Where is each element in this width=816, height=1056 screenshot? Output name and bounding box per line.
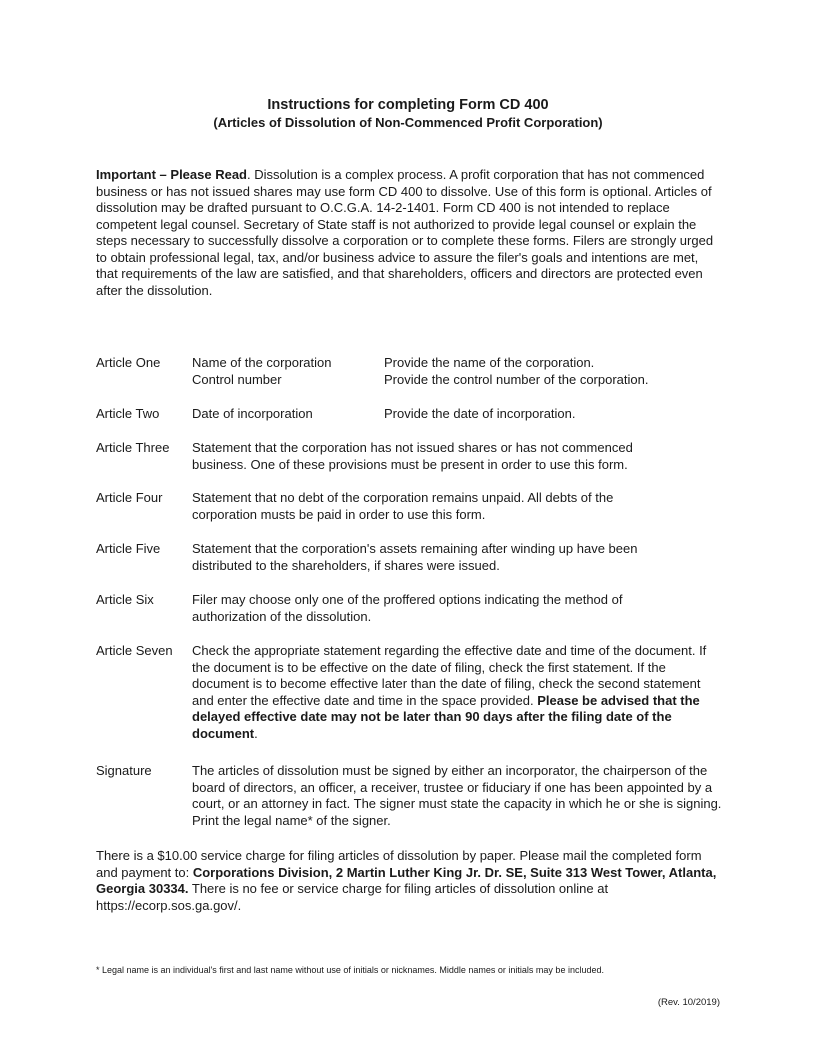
article-seven-tail: . [254, 725, 258, 741]
filing-fee-paragraph [96, 848, 721, 914]
article-text-line: Statement that the corporation has not issued shares or has not commenced [192, 440, 633, 455]
article-label: Article One [96, 355, 161, 370]
article-label: Article Four [96, 490, 163, 505]
legal-name-footnote: * Legal name is an individual's first and last name without use of initials or nicknames. Middle names or initials may be included. [96, 965, 604, 975]
signature-text: The articles of dissolution must be signed by either an incorporator, the chairperson of the board of directors, an officer, a receiver, trustee or fiduciary if one has been appointed by a court, or an attorney in fact. The signer must state the capacity in which he or she is signing. Print the legal name* of the signer. [192, 763, 722, 828]
important-notice [96, 167, 721, 299]
article-label: Article Seven [96, 643, 173, 658]
field-description: Provide the name of the corporation. [384, 355, 595, 370]
revision-date: (Rev. 10/2019) [657, 997, 720, 1008]
article-text-line: business. One of these provisions must be present in order to use this form. [192, 457, 628, 472]
page-title: Instructions for completing Form CD 400 [267, 97, 549, 113]
article-label: Article Three [96, 440, 170, 455]
mailing-address: Corporations Division, 2 Martin Luther King Jr. Dr. SE, Suite 313 West Tower, Atlanta, Georgia 30334. [96, 864, 717, 896]
article-text-line: Statement that the corporation's assets remaining after winding up have been [192, 541, 638, 556]
important-lead: Important – Please Read [96, 167, 247, 182]
article-text-line: Statement that no debt of the corporation remains unpaid. All debts of the [192, 490, 614, 505]
article-text-line: distributed to the shareholders, if shares were issued. [192, 558, 500, 573]
article-label: Article Two [96, 406, 160, 421]
page-subtitle: (Articles of Dissolution of Non-Commenced Profit Corporation) [213, 115, 603, 130]
field-name: Date of incorporation [192, 406, 313, 421]
fee-text: There is a $10.00 service charge for filing articles of dissolution by paper. Please mail the completed form and payment to: [96, 848, 702, 880]
fee-online-text: There is no fee or service charge for filing articles of dissolution online at https://ecorp.sos.ga.gov/. [96, 881, 609, 913]
field-name: Control number [192, 372, 282, 387]
field-description: Provide the control number of the corporation. [384, 372, 649, 387]
article-text [192, 643, 722, 742]
field-description: Provide the date of incorporation. [384, 406, 576, 421]
article-label: Article Five [96, 541, 161, 556]
article-label: Signature [96, 763, 152, 778]
field-name: Name of the corporation [192, 355, 332, 370]
important-text: . Dissolution is a complex process. A profit corporation that has not commenced business or has not issued shares may use form CD 400 to dissolve. Use of this form is optional. Articles of dissolution may be drafted pursuant to O.C.G.A. 14-2-1401. Form CD 400 is not intended to replace competent legal counsel. Secretary of State staff is not authorized to provide legal counsel or explain the steps necessary to successfully dissolve a corporation or to complete these forms. Filers are strongly urged to obtain professional legal, tax, and/or business advice to assure the filer's goals and intentions are met, that requirements of the law are satisfied, and that shareholders, officers and directors are protected even after the dissolution. [96, 167, 714, 298]
article-seven-text: Check the appropriate statement regarding the effective date and time of the document. If the document is to be effective on the date of filing, check the first statement. If the document is to become effective later than the date of filing, check the second statement and enter the effective date and time in the space provided. [192, 643, 707, 708]
article-text-line: authorization of the dissolution. [192, 609, 372, 624]
delayed-date-warning: Please be advised that the delayed effective date may not be later than 90 days after the filing date of the document [192, 692, 700, 741]
article-text-line: corporation musts be paid in order to use this form. [192, 507, 486, 522]
article-label: Article Six [96, 592, 154, 607]
article-text-line: Filer may choose only one of the proffered options indicating the method of [192, 592, 623, 607]
